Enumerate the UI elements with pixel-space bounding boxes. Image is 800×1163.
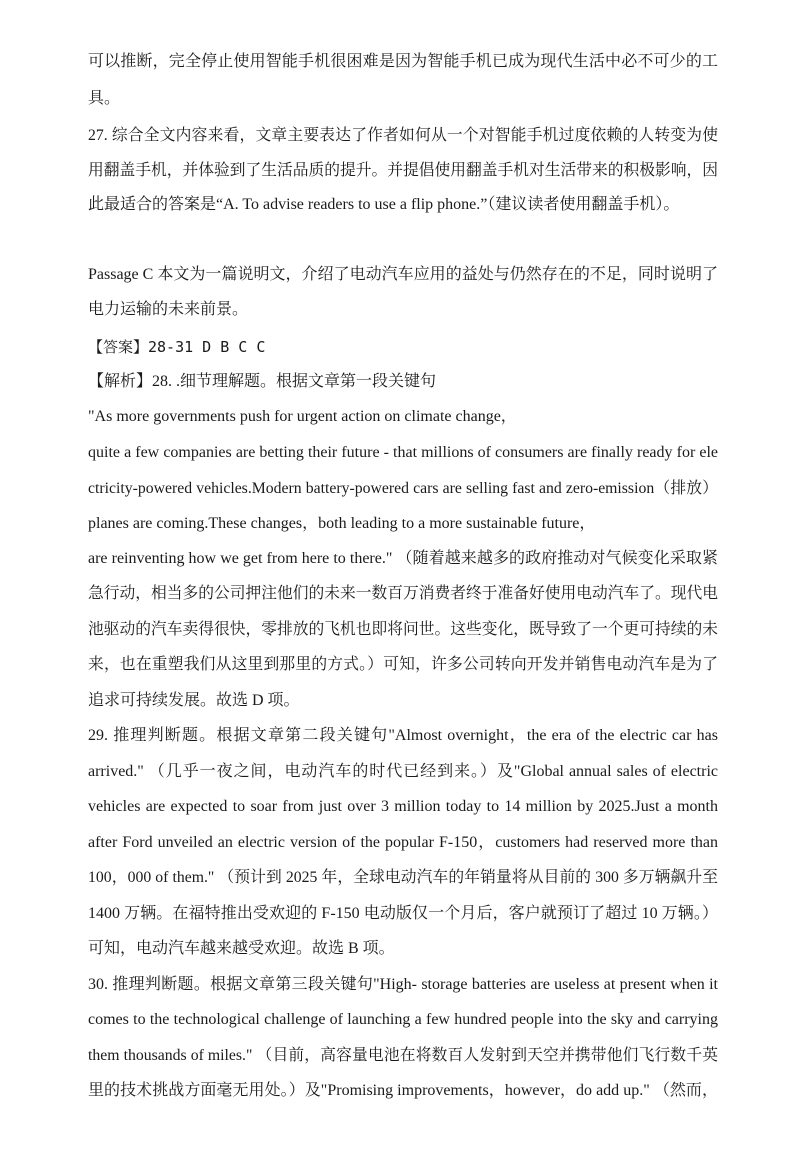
text-line: ctricity-powered vehicles.Modern battery-powered cars are selling fast and zero-emission（排放） bbox=[88, 480, 718, 497]
text-line: vehicles are expected to soar from just over 3 million today to 14 million by 2025.Just a month bbox=[88, 798, 718, 815]
text-line: arrived." （几乎一夜之间，电动汽车的时代已经到来。）及"Global annual sales of electric bbox=[88, 763, 718, 780]
question-30-line: 30. 推理判断题。根据文章第三段关键句"High- storage batteries are useless at present when it bbox=[88, 976, 718, 993]
question-29-line: 29. 推理判断题。根据文章第二段关键句"Almost overnight，the era of the electric car has bbox=[88, 727, 718, 744]
text-line: them thousands of miles." （目前，高容量电池在将数百人发射到天空并携带他们飞行数千英 bbox=[88, 1047, 718, 1064]
text-line: "As more governments push for urgent action on climate change， bbox=[88, 408, 517, 425]
question-27-line: 27. 综合全文内容来看，文章主要表达了作者如何从一个对智能手机过度依赖的人转变为使 bbox=[88, 127, 718, 144]
text-line: 池驱动的汽车卖得很快，零排放的飞机也即将问世。这些变化，既导致了一个更可持续的未 bbox=[88, 621, 718, 638]
text-line: are reinventing how we get from here to there." （随着越来越多的政府推动对气候变化采取紧 bbox=[88, 550, 718, 567]
text-line: 电力运输的未来前景。 bbox=[88, 301, 249, 318]
text-line: 1400 万辆。在福特推出受欢迎的 F-150 电动版仅一个月后，客户就预订了超过 10 万辆。） bbox=[88, 905, 718, 922]
analysis-heading: 【解析】28. .细节理解题。根据文章第一段关键句 bbox=[88, 373, 437, 390]
text-line: 追求可持续发展。故选 D 项。 bbox=[88, 692, 300, 709]
text-line: 100，000 of them." （预计到 2025 年，全球电动汽车的年销量将从目前的 300 多万辆飙升至 bbox=[88, 869, 718, 886]
text-line: 可以推断，完全停止使用智能手机很困难是因为智能手机已成为现代生活中必不可少的工 bbox=[88, 53, 718, 70]
text-line: 具。 bbox=[88, 90, 121, 107]
text-line: 用翻盖手机，并体验到了生活品质的提升。并提倡使用翻盖手机对生活带来的积极影响，因 bbox=[88, 162, 718, 179]
answer-line: 【答案】28-31 D B C C bbox=[88, 338, 266, 356]
text-line: after Ford unveiled an electric version of the popular F-150，customers had reserved more than bbox=[88, 834, 718, 851]
text-line: 可知，电动汽车越来越受欢迎。故选 B 项。 bbox=[88, 940, 395, 957]
text-line: planes are coming.These changes，both leading to a more sustainable future， bbox=[88, 515, 596, 532]
text-line: comes to the technological challenge of launching a few hundred people into the sky and carrying bbox=[88, 1011, 718, 1028]
text-line: 里的技术挑战方面毫无用处。）及"Promising improvements，however，do add up." （然而， bbox=[88, 1082, 718, 1099]
text-line: 来，也在重塑我们从这里到那里的方式。）可知，许多公司转向开发并销售电动汽车是为了 bbox=[88, 656, 718, 673]
passage-c-intro: Passage C 本文为一篇说明文，介绍了电动汽车应用的益处与仍然存在的不足，同时说明了 bbox=[88, 266, 718, 283]
text-line: quite a few companies are betting their future - that millions of consumers are finally ready for ele bbox=[88, 444, 718, 461]
text-line: 此最适合的答案是“A. To advise readers to use a flip phone.”（建议读者使用翻盖手机）。 bbox=[88, 196, 680, 213]
text-line: 急行动，相当多的公司押注他们的未来一数百万消费者终于准备好使用电动汽车了。现代电 bbox=[88, 585, 718, 602]
